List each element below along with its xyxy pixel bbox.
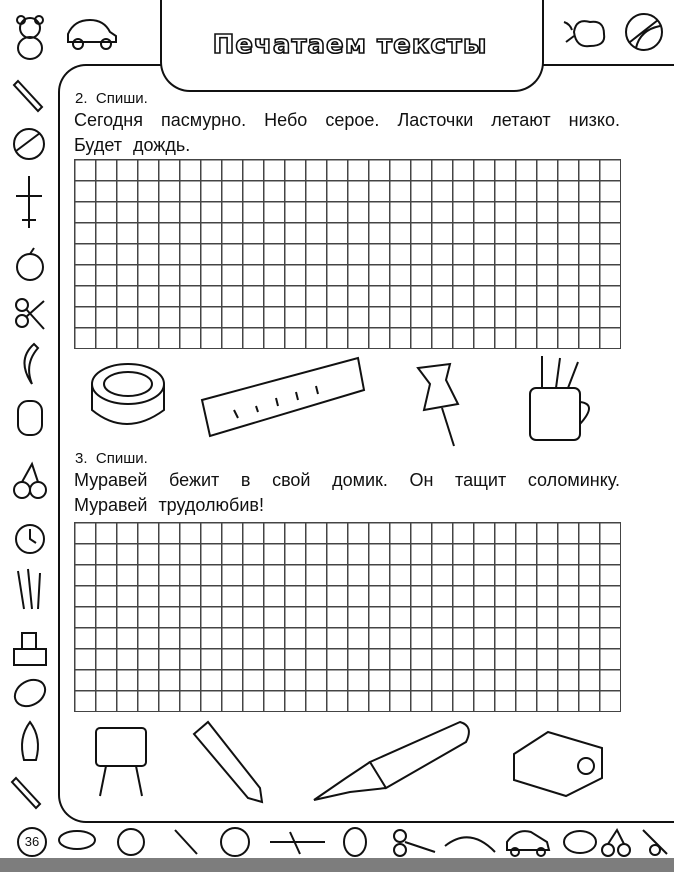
apple-icon bbox=[344, 828, 366, 856]
exercise-2-heading: 2. Спиши. bbox=[75, 90, 148, 107]
scissors-icon bbox=[394, 830, 435, 856]
footer-icons-row bbox=[55, 826, 674, 858]
scissors-icon bbox=[643, 830, 667, 855]
grapes-icon bbox=[560, 12, 610, 56]
cherries-icon bbox=[10, 460, 50, 502]
rocket-icon bbox=[59, 831, 95, 849]
crayon-icon bbox=[10, 772, 46, 812]
sharpener-icon bbox=[508, 728, 608, 800]
tape-roll-icon bbox=[86, 352, 176, 442]
page-number: 36 bbox=[17, 827, 47, 857]
lemon-icon bbox=[10, 675, 50, 711]
car-icon bbox=[10, 393, 50, 443]
exercise-2-text: Сегодня пасмурно. Небо серое. Ласточки летают низко. Будет дождь. bbox=[74, 110, 620, 155]
ball-icon bbox=[622, 10, 666, 54]
banana-icon bbox=[445, 837, 495, 852]
crayon-icon bbox=[175, 830, 197, 854]
alarm-clock-icon bbox=[10, 515, 50, 559]
ruler-icon bbox=[198, 352, 368, 444]
blocks-icon bbox=[10, 625, 50, 670]
airplane-icon bbox=[270, 832, 325, 854]
crayon-icon bbox=[12, 75, 48, 115]
scissors-icon bbox=[12, 295, 48, 335]
pencil-cup-icon bbox=[522, 352, 602, 444]
alarm-clock-icon bbox=[118, 829, 144, 855]
cherries-icon bbox=[602, 830, 630, 856]
ball-icon bbox=[10, 125, 48, 163]
binder-clip-icon bbox=[86, 720, 156, 800]
writing-grid-1[interactable] bbox=[74, 159, 621, 349]
page-title: Печатаем тексты bbox=[212, 30, 488, 60]
fountain-pen-icon bbox=[310, 718, 478, 806]
teddy-bear-icon bbox=[8, 12, 52, 62]
bottom-strip bbox=[0, 858, 674, 872]
crayons-icon bbox=[10, 565, 50, 615]
lemon-icon bbox=[564, 831, 596, 853]
exercise-3-text: Муравей бежит в свой домик. Он тащит соломинку. Муравей трудолюбив! bbox=[74, 470, 620, 515]
rocket-icon bbox=[10, 718, 50, 768]
pencil-icon bbox=[188, 718, 268, 806]
apple-icon bbox=[12, 245, 48, 283]
writing-grid-2[interactable] bbox=[74, 522, 621, 712]
airplane-icon bbox=[10, 172, 48, 232]
banana-icon bbox=[14, 340, 46, 388]
car-icon bbox=[64, 14, 120, 52]
ball-icon bbox=[221, 828, 249, 856]
pushpin-icon bbox=[410, 360, 470, 450]
car-icon bbox=[507, 831, 549, 856]
exercise-3-heading: 3. Спиши. bbox=[75, 450, 148, 467]
